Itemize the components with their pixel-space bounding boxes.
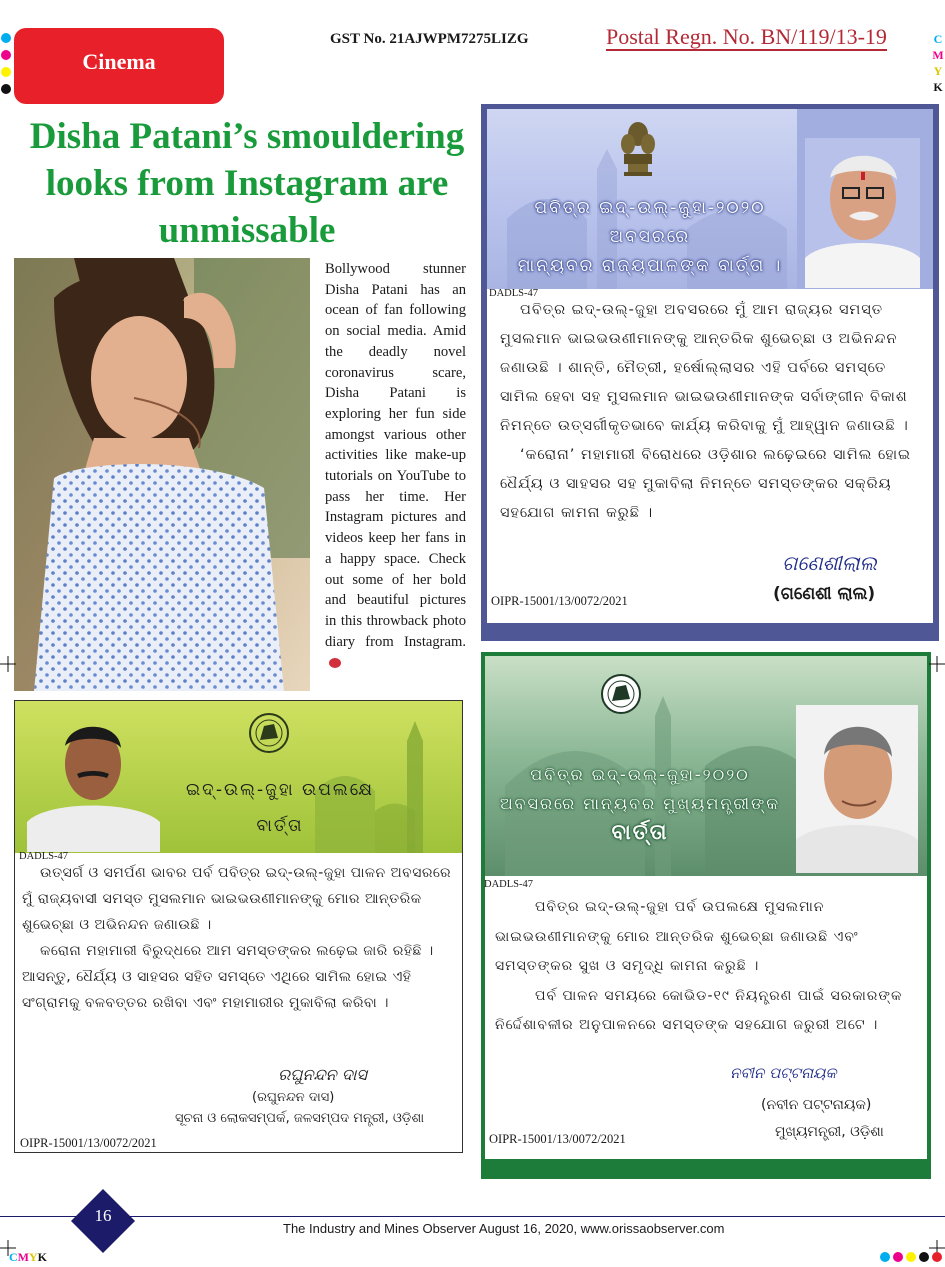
minister-designation: ସୂଚନା ଓ ଲୋକସମ୍ପର୍କ, ଜଳସମ୍ପଦ ମନ୍ତ୍ରୀ, ଓଡ଼ିଶା — [175, 1111, 425, 1126]
crop-mark-right — [929, 656, 945, 672]
chief-minister-ad-code: DADLS-47 — [484, 879, 533, 890]
odisha-emblem-icon — [248, 712, 290, 754]
page-number-badge — [70, 1188, 136, 1254]
article-photo — [14, 258, 310, 691]
governor-ad-code: DADLS-47 — [489, 288, 538, 299]
governor-ad-oipr: OIPR-15001/13/0072/2021 — [491, 594, 628, 608]
article-headline: Disha Patani’s smouldering looks from Instagram are unmissable — [29, 116, 465, 251]
governor-name: (ଗଣେଶୀ ଲାଲ) — [773, 584, 876, 604]
crop-mark-left — [0, 656, 16, 672]
registration-dots-left — [1, 33, 12, 101]
minister-signature: ରଘୁନନ୍ଦନ ଦାସ — [278, 1065, 367, 1084]
minister-ad-title: ଇଦ୍-ଉଲ୍-ଜୁହା ଉପଲକ୍ଷେ ବାର୍ତ୍ତା — [186, 780, 374, 836]
governor-ad-message: ପବିତ୍ର ଇଦ୍-ଉଲ୍-ଜୁହା ଅବସରରେ ମୁଁ ଆମ ରାଜ୍ୟର ସମସ୍ତ ମୁସଲମାନ ଭାଇଭଉଣୀମାନଙ୍କୁ ଆନ୍ତରିକ ଶୁଭେଚ୍ଛା ଓ ଅଭିନନ୍ଦନ ଜଣାଉଛି । ଶାନ୍ତି, ମୈତ୍ରୀ, ହର୍ଷୋଲ୍ଲାସର ଏହି ପର୍ବରେ ସମସ୍ତେ ସାମିଲ ହେବା ସହ ମୁସଲମାନ ଭାଇଭଉଣୀମାନଙ୍କ ସର୍ବାଙ୍ଗୀନ ବିକାଶ ନିମନ୍ତେ ଉତ୍ସର୍ଗୀକୃତଭାବେ କାର୍ଯ୍ୟ କରିବାକୁ ମୁଁ ଆହ୍ୱାନ ଜଣାଉଛି । ‘କରୋନା’ ମହାମାରୀ ବିରୋଧରେ ଓଡ଼ିଶାର ଲଢ଼େଇରେ ସାମିଲ ହୋଇ ଧୈର୍ଯ୍ୟ ଓ ସାହସର ସହ ମୁକାବିଲା ନିମନ୍ତେ ସମସ୍ତଙ୍କର ସକ୍ରିୟ ସହଯୋଗ କାମନା କରୁଛି । — [500, 302, 912, 521]
section-tab: Cinema — [14, 28, 224, 104]
governor-ad-title: ପବିତ୍ର ଇଦ୍-ଉଲ୍-ଜୁହା-୨୦୨୦ ଅବସରରେ ମାନ୍ୟବର ରାଜ୍ୟପାଳଙ୍କ ବାର୍ତ୍ତା । — [517, 198, 783, 276]
chief-minister-signature: ନବୀନ ପଟ୍ଟନାୟକ — [730, 1064, 837, 1082]
state-emblem-icon — [620, 120, 656, 182]
governor-signature: ଗଣେଶୀଲାଲ — [782, 551, 877, 575]
chief-minister-ad-title: ପବିତ୍ର ଇଦ୍-ଉଲ୍-ଜୁହା-୨୦୨୦ ଅବସରରେ ମାନ୍ୟବର ମୁଖ୍ୟମନ୍ତ୍ରୀଙ୍କ ବାର୍ତ୍ତା — [499, 765, 781, 844]
footer-rule — [0, 1216, 945, 1217]
cmyk-label-bottom: CMYK — [9, 1250, 48, 1264]
cmyk-marks-right: C M Y K — [932, 32, 944, 94]
chief-minister-name: (ନବୀନ ପଟ୍ଟନାୟକ) — [761, 1097, 872, 1113]
footer-text: The Industry and Mines Observer August 16, 2020, www.orissaobserver.com — [283, 1221, 725, 1236]
gst-number: GST No. 21AJWPM7275LIZG — [330, 31, 529, 47]
chief-minister-ad-oipr: OIPR-15001/13/0072/2021 — [489, 1132, 626, 1146]
governor-portrait — [805, 138, 920, 288]
odisha-emblem-icon-2 — [600, 672, 642, 720]
minister-ad-oipr: OIPR-15001/13/0072/2021 — [20, 1136, 157, 1150]
minister-portrait — [27, 712, 160, 852]
registration-dots-bottom — [880, 1252, 942, 1262]
page-number: 16 — [94, 1206, 112, 1225]
postal-registration: Postal Regn. No. BN/119/13-19 — [606, 24, 887, 49]
article-end-icon — [329, 658, 341, 668]
article-body: Bollywood stunner Disha Patani has an ocean of fan following on social media. Amid the deadly novel coronavirus scare, Disha Patani is exploring her fun side amongst various other activities like make-up tutorials on YouTube to pass her time. Her Instagram pictures and videos keep her fans in a happy space. Check out some of her bold and beautiful pictures in this throwback photo diary from Instagram. — [325, 259, 466, 673]
chief-minister-designation: ମୁଖ୍ୟମନ୍ତ୍ରୀ, ଓଡ଼ିଶା — [775, 1124, 884, 1140]
chief-minister-ad-message: ପବିତ୍ର ଇଦ୍-ଉଲ୍-ଜୁହା ପର୍ବ ଉପଲକ୍ଷେ ମୁସଲମାନ ଭାଇଭଉଣୀମାନଙ୍କୁ ମୋର ଆନ୍ତରିକ ଶୁଭେଚ୍ଛା ଜଣାଉଛି ଏବଂ ସମସ୍ତଙ୍କର ସୁଖ ଓ ସମୃଦ୍ଧି କାମନା କରୁଛି । ପର୍ବ ପାଳନ ସମୟରେ କୋଭିଡ-୧୯ ନିୟନ୍ତ୍ରଣ ପାଇଁ ସରକାରଙ୍କ ନିର୍ଦ୍ଦେଶାବଳୀର ଅନୁପାଳନରେ ସମସ୍ତଙ୍କ ସହଯୋଗ ଜରୁରୀ ଅଟେ । — [495, 899, 903, 1033]
minister-ad-code: DADLS-47 — [19, 851, 68, 862]
minister-name: (ରଘୁନନ୍ଦନ ଦାସ) — [252, 1090, 335, 1105]
minister-ad-message: ଉତ୍ସର୍ଗ ଓ ସମର୍ପଣ ଭାବର ପର୍ବ ପବିତ୍ର ଇଦ୍-ଉଲ୍-ଜୁହା ପାଳନ ଅବସରରେ ମୁଁ ରାଜ୍ୟବାସୀ ସମସ୍ତ ମୁସଲମାନ ଭାଇଭଉଣୀମାନଙ୍କୁ ମୋର ଆନ୍ତରିକ ଶୁଭେଚ୍ଛା ଓ ଅଭିନନ୍ଦନ ଜଣାଉଛି । କରୋନା ମହାମାରୀ ବିରୁଦ୍ଧରେ ଆମ ସମସ୍ତଙ୍କର ଲଢ଼େଇ ଜାରି ରହିଛି । ଆସନ୍ତୁ, ଧୈର୍ଯ୍ୟ ଓ ସାହସର ସହିତ ସମସ୍ତେ ଏଥିରେ ସାମିଲ ହୋଇ ଏହି ସଂଗ୍ରାମକୁ ବଳବତ୍ତର ରଖିବା ଏବଂ ମହାମାରୀର ମୁକାବିଲା କରିବା । — [22, 865, 452, 1011]
chief-minister-portrait — [796, 705, 918, 873]
